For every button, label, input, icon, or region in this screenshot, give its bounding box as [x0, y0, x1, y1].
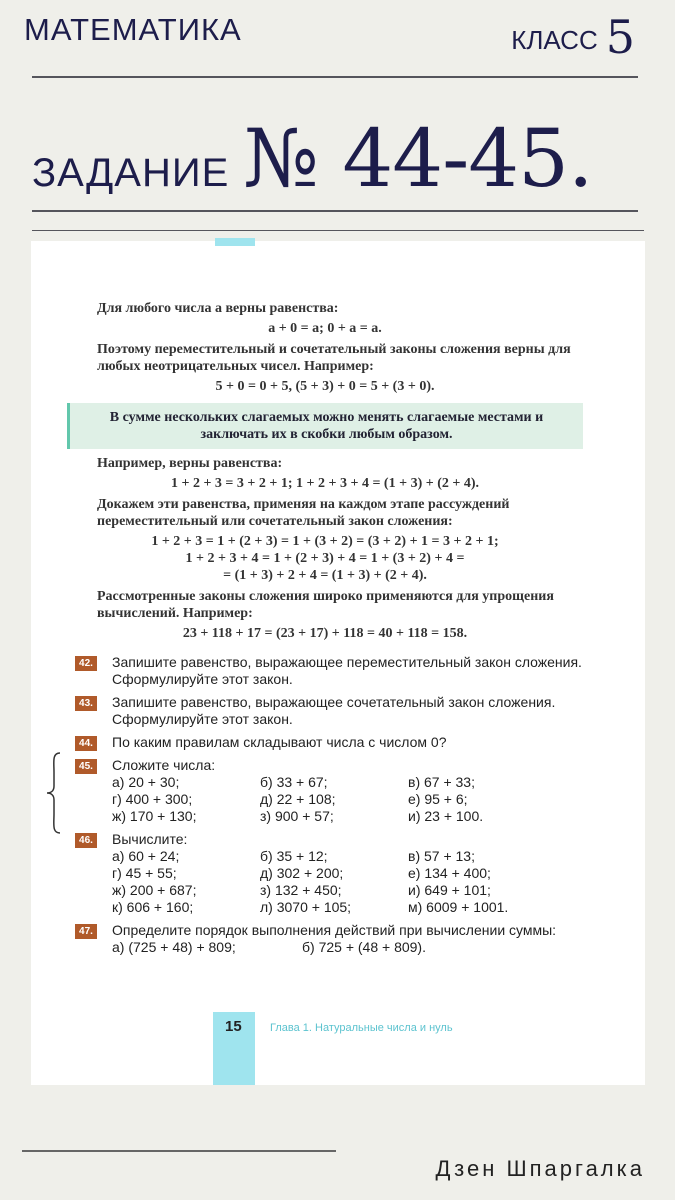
formula: 5 + 0 = 0 + 5, (5 + 3) + 0 = 5 + (3 + 0). [215, 379, 435, 394]
exercise-badge: 45. [75, 759, 97, 774]
exercise-43 [67, 694, 583, 728]
task-title [32, 112, 592, 205]
paragraph: Рассмотренные законы сложения широко применяются для упрощения вычислений. Например: [97, 589, 554, 621]
grade-number: 5 [605, 10, 635, 64]
exercise-item: г) 400 + 300; [112, 791, 193, 807]
page-tab [215, 238, 255, 246]
proof-formulas [67, 533, 583, 584]
rule-box [67, 403, 583, 449]
exercise-item: и) 23 + 100. [408, 808, 484, 824]
exercise-item: з) 900 + 57; [260, 808, 334, 824]
exercise-badge: 43. [75, 696, 97, 711]
exercise-item: в) 67 + 33; [408, 774, 475, 790]
divider [32, 230, 644, 231]
divider [32, 76, 638, 78]
formula: 1 + 2 + 3 = 3 + 2 + 1; 1 + 2 + 3 + 4 = (1 + 3) + (2 + 4). [170, 476, 480, 491]
exercise-badge: 47. [75, 924, 97, 939]
exercise-badge: 44. [75, 736, 97, 751]
exercise-42 [67, 654, 583, 688]
exercise-badge: 46. [75, 833, 97, 848]
grade-label [511, 10, 635, 64]
exercise-item: д) 22 + 108; [260, 791, 336, 807]
subject-title: МАТЕМАТИКА [24, 12, 242, 47]
formula: 1 + 2 + 3 + 4 = 1 + (2 + 3) + 4 = 1 + (3 + 2) + 4 = [185, 551, 465, 566]
exercise-item: з) 132 + 450; [260, 882, 342, 898]
brand-name: Дзен Шпаргалка [435, 1156, 645, 1181]
exercise-46 [67, 831, 583, 916]
exercise-prompt: Сложите числа: [112, 757, 216, 773]
formula: = (1 + 3) + 2 + 4 = (1 + 3) + (2 + 4). [223, 568, 427, 583]
exercise-item: е) 95 + 6; [408, 791, 468, 807]
exercise-item: и) 649 + 101; [408, 882, 491, 898]
footer-divider [22, 1150, 336, 1152]
exercise-prompt: Запишите равенство, выражающее переместительный закон сложения. Сформулируйте этот закон. [112, 654, 582, 687]
exercise-prompt: Определите порядок выполнения действий при вычислении суммы: [112, 922, 557, 938]
formula: 23 + 118 + 17 = (23 + 17) + 118 = 40 + 118 = 158. [182, 626, 468, 641]
chapter-title: Глава 1. Натуральные числа и нуль [270, 1022, 453, 1034]
exercise-item: а) (725 + 48) + 809; [112, 939, 236, 955]
exercise-prompt: Вычислите: [112, 831, 188, 847]
exercise-45 [67, 757, 583, 825]
textbook-content [67, 296, 583, 956]
brace-mark [46, 752, 62, 834]
divider [32, 210, 638, 212]
exercise-badge: 42. [75, 656, 97, 671]
page-number: 15 [225, 1018, 242, 1035]
paragraph: Для любого числа a верны равенства: [97, 301, 339, 316]
exercise-item: б) 33 + 67; [260, 774, 328, 790]
exercise-prompt: По каким правилам складывают числа с числом 0? [112, 734, 447, 750]
exercise-item: м) 6009 + 1001. [408, 899, 509, 915]
exercise-47 [67, 922, 583, 956]
formula: a + 0 = a; 0 + a = a. [268, 321, 382, 336]
paragraph: Поэтому переместительный и сочетательный законы сложения верны для любых неотрицательных чисел. Например: [97, 342, 571, 374]
exercise-item: ж) 170 + 130; [112, 808, 197, 824]
exercise-prompt: Запишите равенство, выражающее сочетательный закон сложения. Сформулируйте этот закон. [112, 694, 556, 727]
task-number: № 44-45. [243, 112, 593, 205]
exercise-item: б) 725 + (48 + 809). [302, 939, 426, 955]
exercise-item: а) 60 + 24; [112, 848, 180, 864]
exercise-item: ж) 200 + 687; [112, 882, 197, 898]
exercise-44 [67, 734, 583, 751]
exercise-item: к) 606 + 160; [112, 899, 194, 915]
paragraph: Докажем эти равенства, применяя на каждом этапе рассуждений переместительный или сочетательный закон сложения: [97, 497, 510, 529]
exercise-item: б) 35 + 12; [260, 848, 328, 864]
exercise-item: е) 134 + 400; [408, 865, 491, 881]
exercise-item: в) 57 + 13; [408, 848, 475, 864]
exercise-item: г) 45 + 55; [112, 865, 177, 881]
task-word: ЗАДАНИЕ [32, 151, 230, 195]
exercise-item: д) 302 + 200; [260, 865, 344, 881]
paragraph: Например, верны равенства: [97, 456, 283, 471]
rule-text: В сумме нескольких слагаемых можно менять слагаемые местами и заключать их в скобки любым образом. [109, 410, 544, 442]
exercise-item: а) 20 + 30; [112, 774, 180, 790]
exercise-item: л) 3070 + 105; [260, 899, 352, 915]
formula: 1 + 2 + 3 = 1 + (2 + 3) = 1 + (3 + 2) = (3 + 2) + 1 = 3 + 2 + 1; [151, 534, 499, 549]
grade-word: КЛАСС [511, 25, 598, 55]
